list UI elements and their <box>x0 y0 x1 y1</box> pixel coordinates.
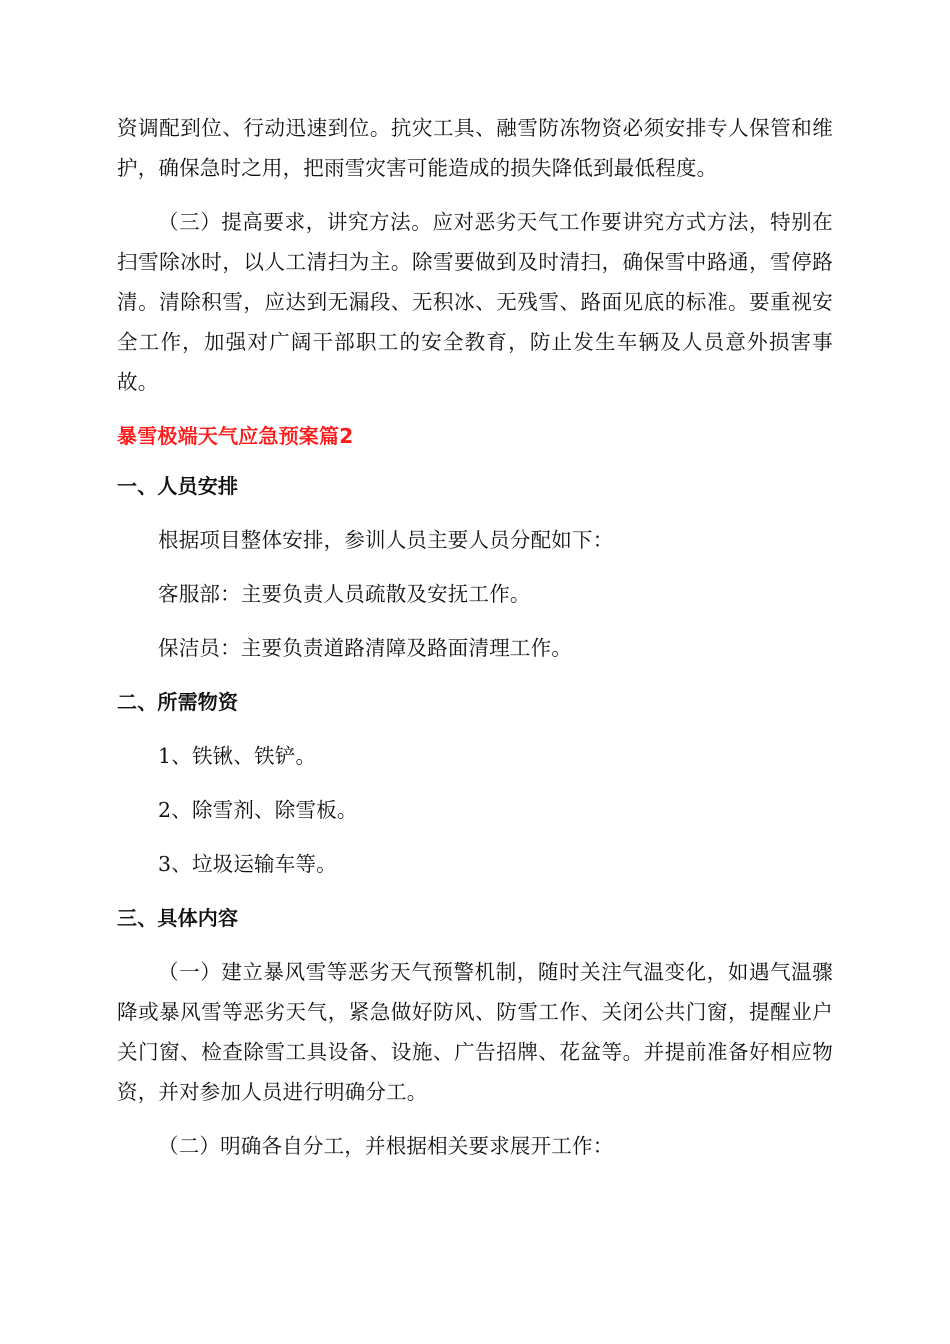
section-heading-details: 三、具体内容 <box>117 906 239 930</box>
document-section-title: 暴雪极端天气应急预案篇2 <box>117 424 354 448</box>
materials-item: 1、铁锹、铁铲。 <box>158 744 317 768</box>
materials-item: 2、除雪剂、除雪板。 <box>158 798 358 822</box>
materials-item: 3、垃圾运输车等。 <box>158 852 337 876</box>
personnel-item: 根据项目整体安排，参训人员主要人员分配如下： <box>158 528 614 552</box>
details-paragraph: （二）明确各自分工，并根据相关要求展开工作： <box>158 1134 614 1158</box>
personnel-item: 保洁员：主要负责道路清障及路面清理工作。 <box>158 636 572 660</box>
personnel-item: 客服部：主要负责人员疏散及安抚工作。 <box>158 582 531 606</box>
paragraph-requirements-methods: （三）提高要求，讲究方法。应对恶劣天气工作要讲究方式方法，特别在扫雪除冰时，以人工清扫为主。除雪要做到及时清扫，确保雪中路通，雪停路清。清除积雪，应达到无漏段、无积冰、无残雪、路面见底的标准。要重视安全工作，加强对广阔干部职工的安全教育，防止发生车辆及人员意外损害事故。 <box>117 210 833 394</box>
details-paragraph: （一）建立暴风雪等恶劣天气预警机制，随时关注气温变化，如遇气温骤降或暴风雪等恶劣天气，紧急做好防风、防雪工作、关闭公共门窗，提醒业户关门窗、检查除雪工具设备、设施、广告招牌、花盆等。并提前准备好相应物资，并对参加人员进行明确分工。 <box>117 960 833 1104</box>
section-heading-personnel: 一、人员安排 <box>117 474 239 498</box>
paragraph-continuation: 资调配到位、行动迅速到位。抗灾工具、融雪防冻物资必须安排专人保管和维护，确保急时之用，把雨雪灾害可能造成的损失降低到最低程度。 <box>117 116 833 180</box>
section-heading-materials: 二、所需物资 <box>117 690 239 714</box>
document-content <box>117 108 833 1180</box>
